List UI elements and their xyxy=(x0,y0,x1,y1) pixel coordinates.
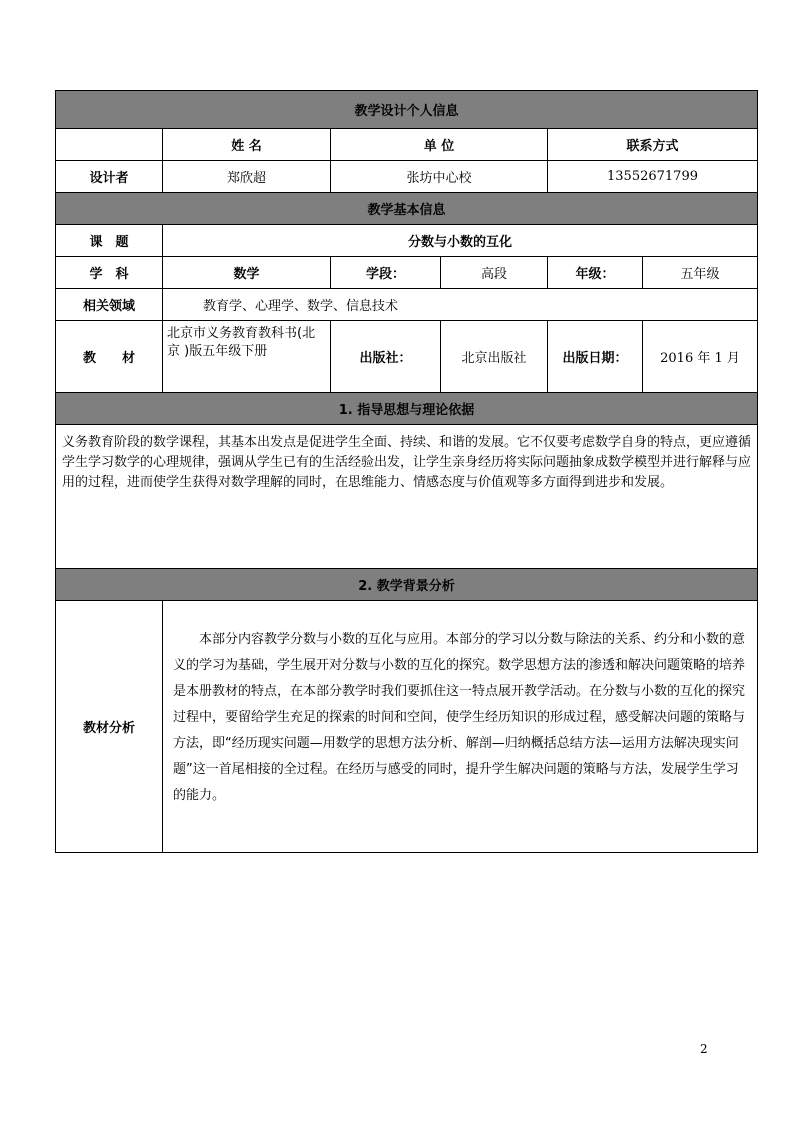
blank-cell xyxy=(56,129,163,161)
section2-header: 2. 教学背景分析 xyxy=(56,569,758,601)
lesson-design-form xyxy=(55,90,757,853)
grade-label: 年级： xyxy=(548,257,643,289)
subject-value: 数学 xyxy=(163,257,331,289)
personal-info-header: 教学设计个人信息 xyxy=(56,91,758,129)
publisher-label: 出版社： xyxy=(331,321,441,393)
pubdate-label: 出版日期： xyxy=(548,321,643,393)
fields-value: 教育学、心理学、数学、信息技术 xyxy=(163,289,758,321)
publisher-value: 北京出版社 xyxy=(441,321,548,393)
topic-value: 分数与小数的互化 xyxy=(163,225,758,257)
designer-unit: 张坊中心校 xyxy=(331,161,548,193)
material-analysis-body xyxy=(163,601,758,853)
designer-label: 设计者 xyxy=(56,161,163,193)
section1-header: 1. 指导思想与理论依据 xyxy=(56,393,758,425)
subject-label: 学 科 xyxy=(56,257,163,289)
pubdate-value: 2016 年 1 月 xyxy=(643,321,758,393)
textbook-value: 北京市义务教育教科书(北京 )版五年级下册 xyxy=(163,321,331,393)
info-table xyxy=(55,90,758,853)
section1-text: 义务教育阶段的数学课程，其基本出发点是促进学生全面、持续、和谐的发展。它不仅要考虑数学自身的特点，更应遵循学生学习数学的心理规律，强调从学生已有的生活经验出发，让学生亲身经历将实际问题抽象成数学模型并进行解释与应用的过程，进而使学生获得对数学理解的同时，在思维能力、情感态度与价值观等多方面得到进步和发展。 xyxy=(62,435,752,490)
stage-label: 学段： xyxy=(331,257,441,289)
stage-value: 高段 xyxy=(441,257,548,289)
section1-body xyxy=(56,425,758,569)
basic-info-header: 教学基本信息 xyxy=(56,193,758,225)
textbook-label: 教 材 xyxy=(56,321,163,393)
material-analysis-label: 教材分析 xyxy=(56,601,163,853)
fields-label: 相关领域 xyxy=(56,289,163,321)
grade-value: 五年级 xyxy=(643,257,758,289)
unit-column-header: 单 位 xyxy=(331,129,548,161)
designer-phone: 13552671799 xyxy=(548,161,758,193)
contact-column-header: 联系方式 xyxy=(548,129,758,161)
topic-label: 课 题 xyxy=(56,225,163,257)
page-number: 2 xyxy=(700,1042,708,1056)
designer-name: 郑欣超 xyxy=(163,161,331,193)
name-column-header: 姓 名 xyxy=(163,129,331,161)
material-analysis-text: 本部分内容教学分数与小数的互化与应用。本部分的学习以分数与除法的关系、约分和小数的意义的学习为基础，学生展开对分数与小数的互化的探究。数学思想方法的渗透和解决问题策略的培养是本册教材的特点，在本部分教学时我们要抓住这一特点展开教学活动。在分数与小数的互化的探究过程中，要留给学生充足的探索的时间和空间，使学生经历知识的形成过程，感受解决问题的策略与方法，即“经历现实问题—用数学的思想方法分析、解剖—归纳概括总结方法—运用方法解决现实问题”这一首尾相接的全过程。在经历与感受的同时，提升学生解决问题的策略与方法，发展学生学习的能力。 xyxy=(173,632,746,803)
